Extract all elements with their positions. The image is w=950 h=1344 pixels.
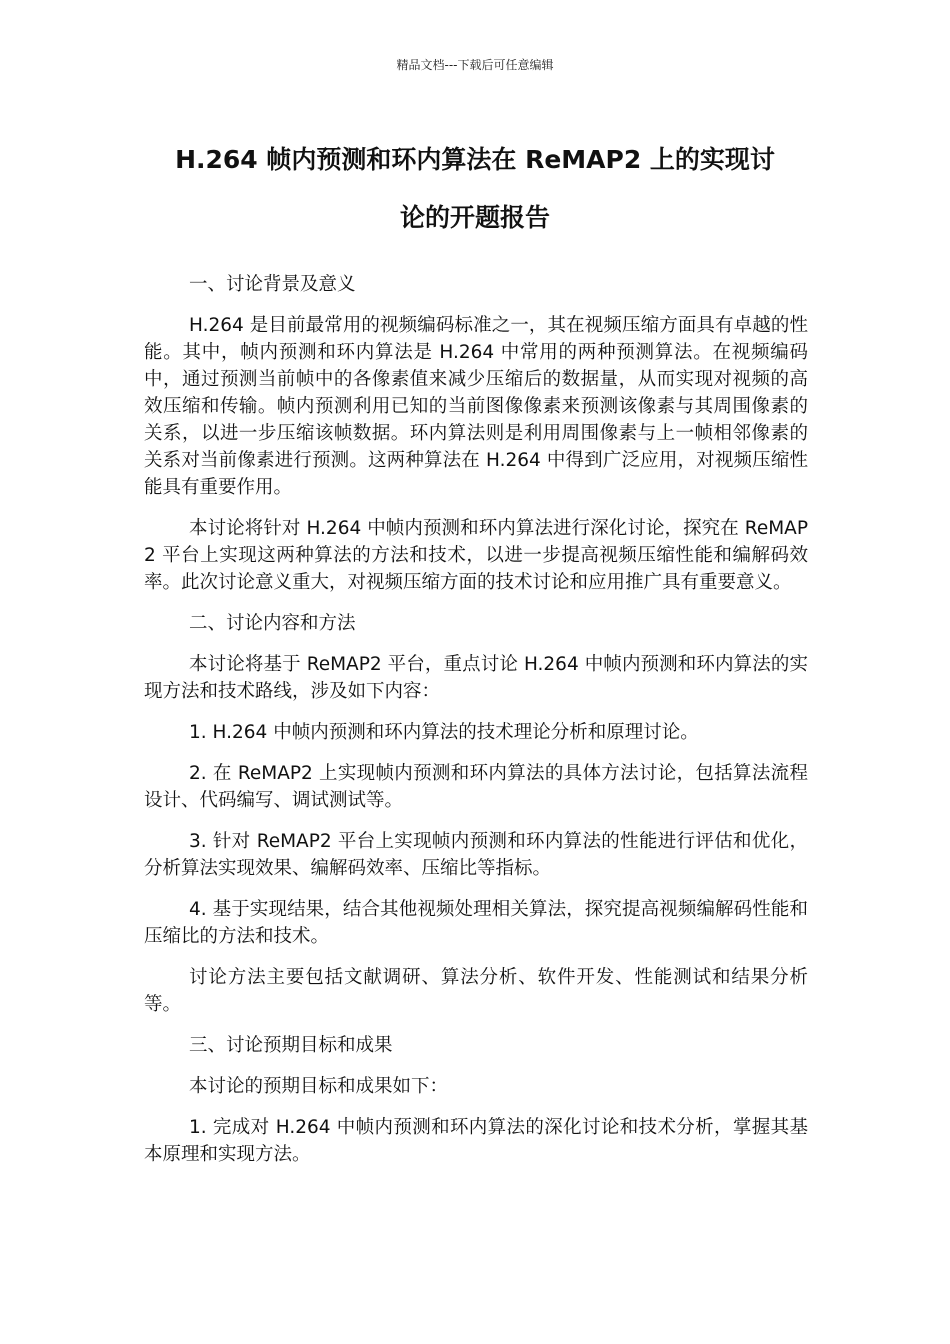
background-paragraph-1: H.264 是目前最常用的视频编码标准之一，其在视频压缩方面具有卓越的性能。其中，帧内预测和环内算法是 H.264 中常用的两种预测算法。在视频编码中，通过预测当前帧中的各像素值来减少压缩后的数据量，从而实现对视频的高效压缩和传输。帧内预测利用已知的当前图像像素来预测该像素与其周围像素的关系，以进一步压缩该帧数据。环内算法则是利用周围像素与上一帧相邻像素的关系对当前像素进行预测。这两种算法在 H.264 中得到广泛应用，对视频压缩性能具有重要作用。 xyxy=(144,315,808,498)
goals-list-item-1: 1. 完成对 H.264 中帧内预测和环内算法的深化讨论和技术分析，掌握其基本原理和实现方法。 xyxy=(144,1117,808,1165)
methods-paragraph: 讨论方法主要包括文献调研、算法分析、软件开发、性能测试和结果分析等。 xyxy=(144,967,808,1015)
content-list-item-2: 2. 在 ReMAP2 上实现帧内预测和环内算法的具体方法讨论，包括算法流程设计、代码编写、调试测试等。 xyxy=(144,763,808,811)
content-list-item-1: 1. H.264 中帧内预测和环内算法的技术理论分析和原理讨论。 xyxy=(189,722,699,743)
page-header: 精品文档---下载后可任意编辑 xyxy=(396,58,554,72)
section-heading-content-methods: 二、讨论内容和方法 xyxy=(189,613,356,634)
document-title xyxy=(140,131,810,247)
content-intro-paragraph: 本讨论将基于 ReMAP2 平台，重点讨论 H.264 中帧内预测和环内算法的实现方法和技术路线，涉及如下内容： xyxy=(144,654,808,702)
section-heading-goals: 三、讨论预期目标和成果 xyxy=(189,1035,393,1056)
document-title-line-1: H.264 帧内预测和环内算法在 ReMAP2 上的实现讨 xyxy=(175,145,775,174)
content-list-item-4: 4. 基于实现结果，结合其他视频处理相关算法，探究提高视频编解码性能和压缩比的方法和技术。 xyxy=(144,899,808,947)
document-body xyxy=(144,271,808,1182)
background-paragraph-2: 本讨论将针对 H.264 中帧内预测和环内算法进行深化讨论，探究在 ReMAP2 平台上实现这两种算法的方法和技术，以进一步提高视频压缩性能和编解码效率。此次讨论意义重大，对视频压缩方面的技术讨论和应用推广具有重要意义。 xyxy=(144,518,808,593)
section-heading-background: 一、讨论背景及意义 xyxy=(189,274,356,295)
goals-intro-paragraph: 本讨论的预期目标和成果如下： xyxy=(189,1076,449,1097)
content-list-item-3: 3. 针对 ReMAP2 平台上实现帧内预测和环内算法的性能进行评估和优化，分析算法实现效果、编解码效率、压缩比等指标。 xyxy=(144,831,808,879)
document-title-line-2: 论的开题报告 xyxy=(399,203,550,232)
